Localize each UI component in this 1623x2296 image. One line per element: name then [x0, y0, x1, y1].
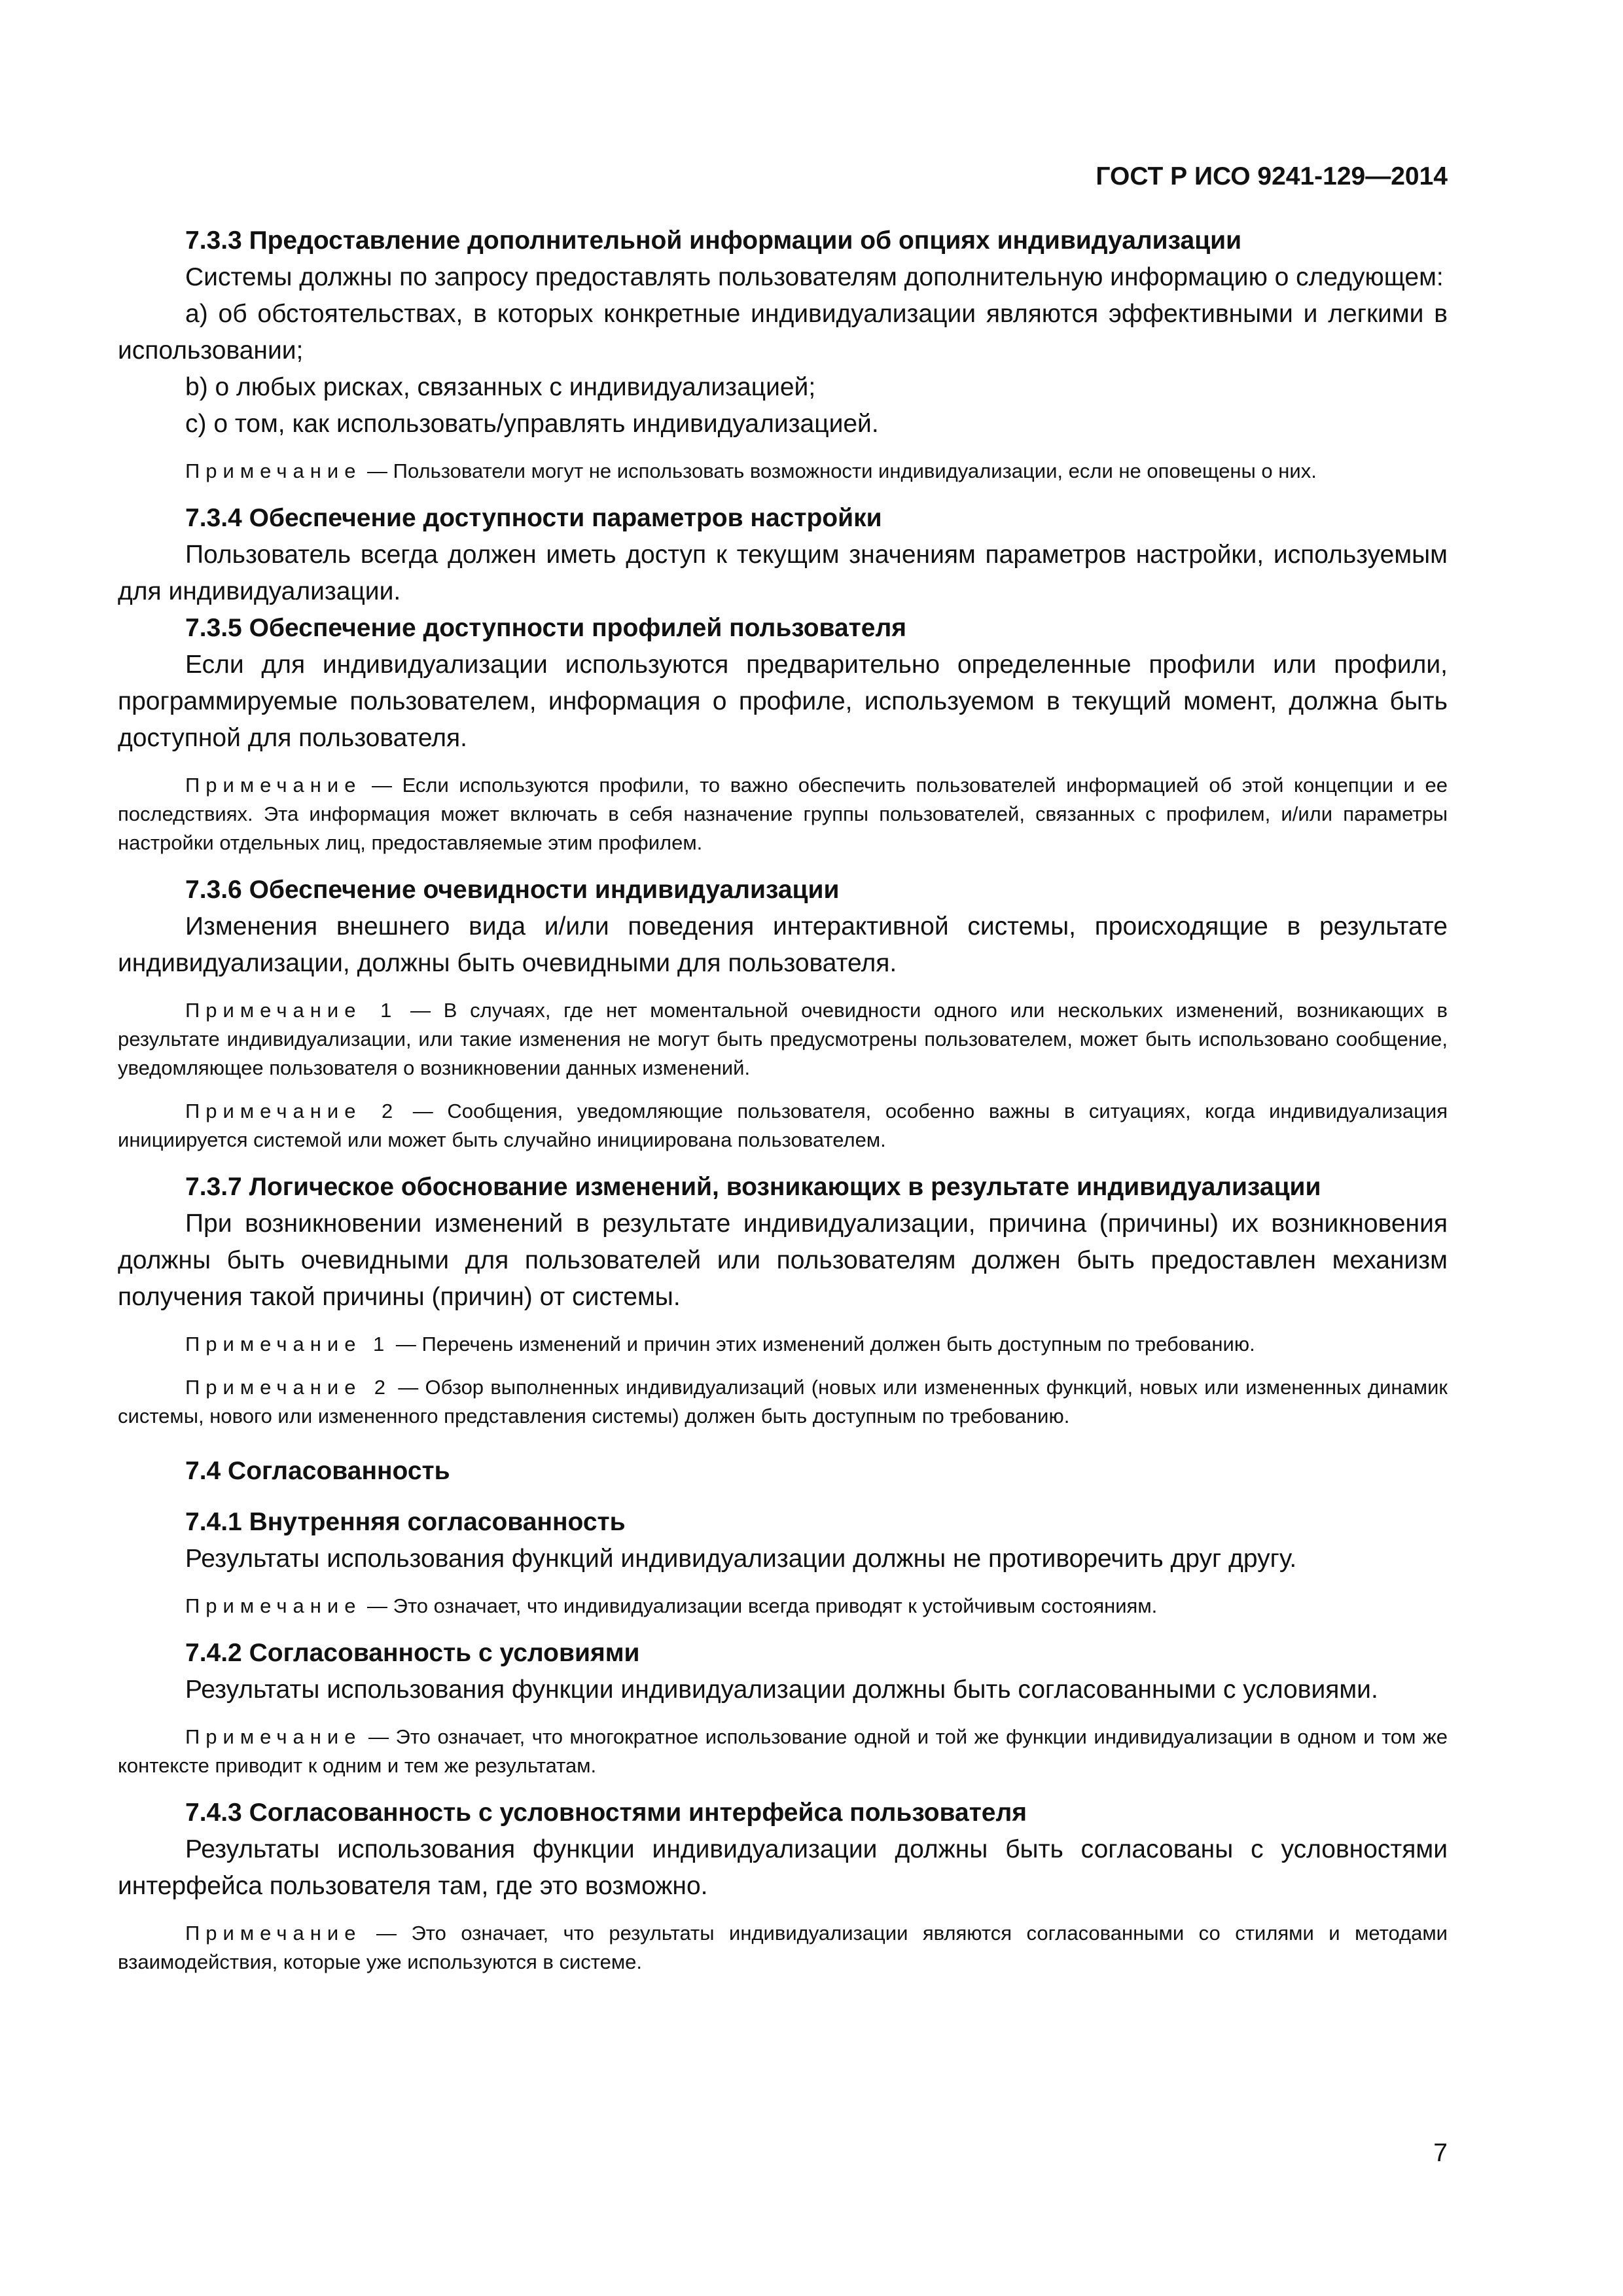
paragraph: Результаты использования функций индивидуализации должны не противоречить друг другу. [185, 1545, 1297, 1573]
note-text: — В случаях, где нет моментальной очевидности одного или нескольких изменений, возникающих в результате индивидуализации, или такие изменения не могут быть предусмотрены пользователем, может быть использовано сообщение, уведомляющее пользователя о возникновении данных изменений. [118, 999, 1448, 1079]
note-label: Примечание 1 [185, 999, 398, 1022]
note [118, 1373, 1448, 1431]
note [118, 1919, 1448, 1977]
paragraph: Пользователь всегда должен иметь доступ к текущим значениям параметров настройки, используемым для индивидуализации. [118, 541, 1448, 605]
paragraph: При возникновении изменений в результате индивидуализации, причина (причины) их возникновения должны быть очевидными для пользователей или пользователям должен быть предоставлен механизм получения такой причины (причин) от системы. [118, 1210, 1448, 1311]
note-label: Примечание 1 [185, 1333, 391, 1355]
note-text: — Пользователи могут не использовать возможности индивидуализации, если не оповещены о них. [361, 459, 1317, 482]
section-heading-7-4: 7.4 Согласованность [185, 1457, 450, 1485]
section-heading-7-3-5: 7.3.5 Обеспечение доступности профилей пользователя [185, 614, 906, 642]
note-label: Примечание 2 [185, 1376, 391, 1399]
document-code-header: ГОСТ Р ИСО 9241-129—2014 [1096, 162, 1448, 190]
section-heading-7-3-7: 7.3.7 Логическое обоснование изменений, возникающих в результате индивидуализации [185, 1173, 1321, 1201]
paragraph: Системы должны по запросу предоставлять пользователям дополнительную информацию о следующем: [185, 263, 1444, 291]
list-item-c: c) о том, как использовать/управлять индивидуализацией. [185, 410, 879, 438]
note [118, 996, 1448, 1083]
note-label: Примечание [185, 1922, 362, 1945]
section-heading-7-3-3: 7.3.3 Предоставление дополнительной информации об опциях индивидуализации [185, 226, 1242, 255]
section-heading-7-3-6: 7.3.6 Обеспечение очевидности индивидуализации [185, 876, 840, 904]
note-text: — Обзор выполненных индивидуализаций (новых или измененных функций, новых или измененных динамик системы, нового или измененного представления системы) должен быть доступным по требованию. [118, 1376, 1448, 1427]
page-number: 7 [1433, 2139, 1448, 2167]
note-label: Примечание [185, 1725, 362, 1748]
paragraph: Результаты использования функции индивидуализации должны быть согласованными с условиями. [185, 1676, 1378, 1704]
document-body [118, 223, 1448, 1977]
note-text: — Сообщения, уведомляющие пользователя, особенно важны в ситуациях, когда индивидуализация инициируется системой или может быть случайно инициирована пользователем. [118, 1100, 1448, 1151]
note-label: Примечание 2 [185, 1100, 399, 1122]
section-heading-7-4-3: 7.4.3 Согласованность с условностями интерфейса пользователя [185, 1799, 1027, 1827]
section-heading-7-4-1: 7.4.1 Внутренняя согласованность [185, 1508, 626, 1536]
note-text: — Это означает, что многократное использование одной и той же функции индивидуализации в одном и том же контексте приводит к одним и тем же результатам. [118, 1725, 1448, 1777]
note [118, 1097, 1448, 1155]
paragraph: Изменения внешнего вида и/или поведения интерактивной системы, происходящие в результате индивидуализации, должны быть очевидными для пользователя. [118, 912, 1448, 977]
paragraph: Если для индивидуализации используются предварительно определенные профили или профили, программируемые пользователем, информация о профиле, используемом в текущий момент, должна быть доступной для пользователя. [118, 651, 1448, 752]
section-heading-7-4-2: 7.4.2 Согласованность с условиями [185, 1639, 640, 1667]
paragraph: Результаты использования функции индивидуализации должны быть согласованы с условностями интерфейса пользователя там, где это возможно. [118, 1835, 1448, 1900]
note-text: — Перечень изменений и причин этих изменений должен быть доступным по требованию. [390, 1333, 1255, 1355]
list-item-b: b) о любых рисках, связанных с индивидуализацией; [185, 373, 816, 401]
note-label: Примечание [185, 774, 362, 797]
note-text: — Это означает, что результаты индивидуализации являются согласованными со стилями и методами взаимодействия, которые уже используются в системе. [118, 1922, 1448, 1973]
note [118, 771, 1448, 857]
section-heading-7-3-4: 7.3.4 Обеспечение доступности параметров настройки [185, 504, 882, 532]
list-item-a: a) об обстоятельствах, в которых конкретные индивидуализации являются эффективными и легкими в использовании; [118, 300, 1448, 365]
note-text: — Если используются профили, то важно обеспечить пользователей информацией об этой концепции и ее последствиях. Эта информация может включать в себя назначение группы пользователей, связанных с профилем, и/или параметры настройки отдельных лиц, предоставляемые этим профилем. [118, 774, 1448, 854]
note-label: Примечание [185, 459, 362, 482]
note-text: — Это означает, что индивидуализации всегда приводят к устойчивым состояниям. [361, 1594, 1158, 1617]
note [118, 1330, 1448, 1359]
note [118, 1723, 1448, 1780]
note-label: Примечание [185, 1594, 362, 1617]
note [118, 457, 1448, 486]
note [118, 1592, 1448, 1621]
